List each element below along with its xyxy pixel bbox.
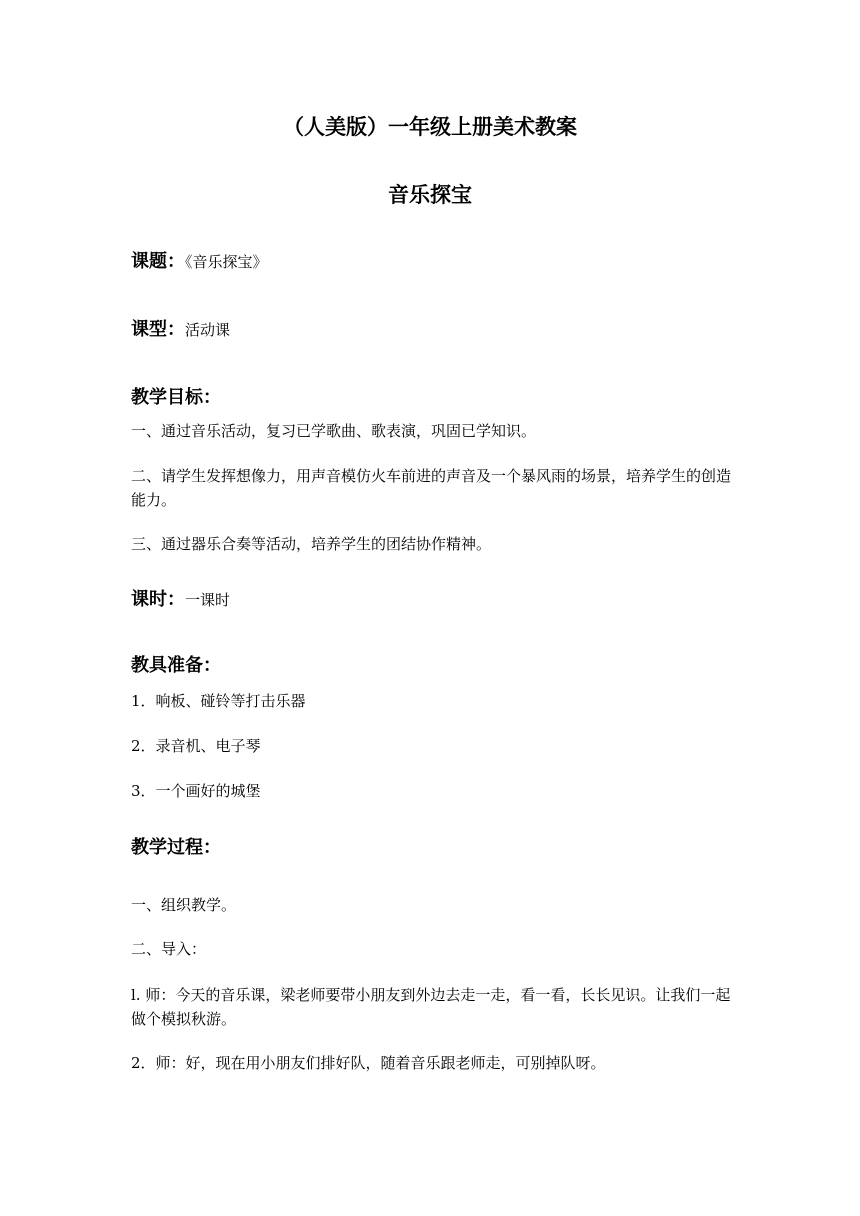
process-item: 二、导入： [131,940,207,958]
process-heading: 教学过程： [131,837,221,858]
class-hours-label: 课时： [131,589,185,610]
materials-heading: 教具准备： [131,655,221,676]
objective-item: 二、请学生发挥想像力，用声音模仿火车前进的声音及一个暴风雨的场景，培养学生的创造能力。 [131,467,732,509]
main-title: （人美版）一年级上册美术教案 [283,115,577,139]
process-item: l. 师：今天的音乐课，梁老师要带小朋友到外边去走一走，看一看，长长见识。让我们一起做个模拟秋游。 [131,986,731,1028]
process-item: 一、组织教学。 [131,896,237,914]
lesson-type-row [131,318,736,342]
process-item: 2．师：好，现在用小朋友们排好队，随着音乐跟老师走，可别掉队呀。 [131,1054,606,1072]
class-hours-value: 一课时 [185,591,231,609]
class-hours-row [131,588,736,612]
material-item: 1．响板、碰铃等打击乐器 [131,692,306,710]
material-item: 2．录音机、电子琴 [131,737,261,755]
lesson-type-label: 课型： [131,319,185,340]
lesson-topic-label: 课题： [131,251,185,272]
lesson-topic-row [131,250,736,274]
objectives-heading: 教学目标： [131,387,221,408]
lesson-type-value: 活动课 [185,321,231,339]
sub-title: 音乐探宝 [388,183,472,207]
lesson-topic-value: 《音乐探宝》 [185,253,268,271]
material-item: 3．一个画好的城堡 [131,782,261,800]
objective-item: 一、通过音乐活动，复习已学歌曲、歌表演，巩固已学知识。 [131,422,537,440]
objective-item: 三、通过器乐合奏等活动，培养学生的团结协作精神。 [131,535,492,553]
